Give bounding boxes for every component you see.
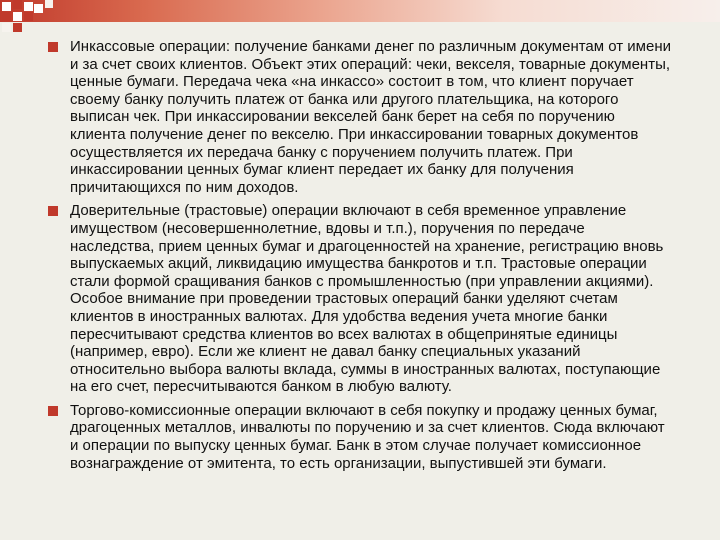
deco-square bbox=[34, 4, 43, 13]
square-bullet-icon bbox=[48, 406, 58, 416]
deco-square bbox=[2, 12, 11, 21]
list-item bbox=[48, 402, 672, 472]
deco-square bbox=[13, 0, 22, 9]
deco-square bbox=[24, 2, 33, 11]
list-item bbox=[48, 38, 672, 196]
deco-square bbox=[13, 23, 22, 32]
bullet-text-commission-operations: Торгово-комиссионные операции включают в себя покупку и продажу ценных бумаг, драгоценных металлов, инвалюты по поручению и за счет клиентов. Сюда включают и операции по выпуску ценных бумаг. Банк в этом случае получает комиссионное вознаграждение от эмитента, то есть организации, выпустившей эти бумаги. bbox=[70, 401, 665, 472]
square-bullet-icon bbox=[48, 42, 58, 52]
square-bullet-icon bbox=[48, 206, 58, 216]
deco-square bbox=[13, 12, 22, 21]
deco-square bbox=[24, 12, 33, 21]
bullet-text-trust-operations: Доверительные (трастовые) операции включают в себя временное управление имуществом (несовершеннолетние, вдовы и т.п.), поручения по передаче наследства, прием ценных бумаг и драгоценностей на хранение, регистрацию вновь выпускаемых акций, ликвидацию имущества банкротов и т.п. Трастовые операции стали формой сращивания банков с промышленностью (при управлении акциями). Особое внимание при проведении трастовых операций банки уделяют счетам клиентов в иностранных валютах. Для удобства ведения учета многие банки пересчитывают средства клиентов во всех валютах в общепринятые единицы (например, евро). Если же клиент не давал банку специальных указаний относительно выбора валюты вклада, суммы в иностранных валютах, поступающие на его счет, пересчитываются банком в любую валюту. bbox=[70, 202, 664, 396]
deco-square bbox=[45, 0, 53, 8]
slide-body bbox=[48, 38, 672, 478]
deco-square bbox=[2, 23, 11, 32]
corner-squares-decoration bbox=[0, 0, 720, 40]
bullet-text-collection-operations: Инкассовые операции: получение банками денег по различным документам от имени и за счет своих клиентов. Объект этих операций: чеки, векселя, товарные документы, ценные бумаги. Передача чека «на инкассо» состоит в том, что клиент поручает своему банку получить платеж от банка или другого плательщика, на которого выписан чек. При инкассировании векселей банк берет на себя по поручению клиента получение денег по векселю. При инкассировании товарных документов осуществляется их передача банку с поручением получить платеж. При инкассировании ценных бумаг клиент передает их банку для получения причитающихся по ним доходов. bbox=[70, 38, 672, 196]
deco-square bbox=[2, 2, 11, 11]
list-item bbox=[48, 202, 672, 396]
